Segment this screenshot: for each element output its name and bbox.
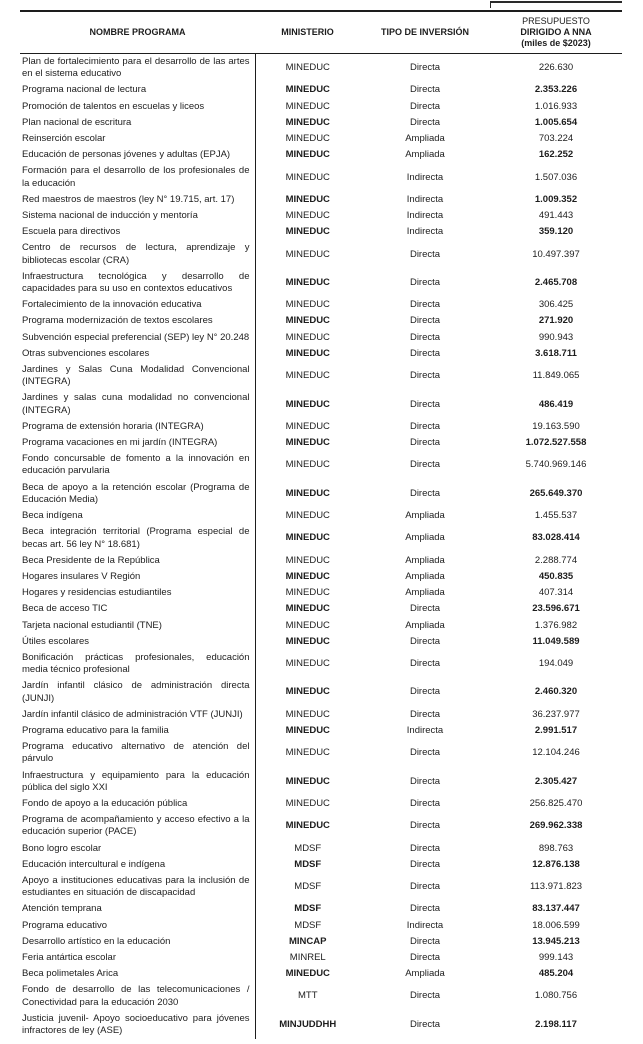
table-row [20,585,622,601]
table-row [20,224,622,240]
table-row [20,313,622,329]
investment-type-cell: Directa [409,842,441,854]
table-row [20,346,622,362]
program-name-cell: Otras subvenciones escolares [20,346,255,362]
investment-type-cell: Directa [409,935,441,947]
ministry-cell: MTT [297,990,318,1002]
table-row [20,240,622,268]
cutoff-table-border-fragment [490,1,622,3]
budget-amount-cell: 1.507.036 [534,171,578,183]
table-row [20,508,622,524]
investment-type-cell: Ampliada [405,619,445,631]
table-row [20,330,622,346]
presupuesto-header-line1: PRESUPUESTO [522,16,590,26]
ministry-cell: MINEDUC [285,299,330,311]
investment-type-cell: Directa [409,248,441,260]
ministry-cell: MINEDUC [285,398,330,410]
investment-type-cell: Directa [409,603,441,615]
budget-amount-cell: 359.120 [538,226,574,238]
ministry-cell: MINEDUC [285,331,330,343]
ministry-cell: MDSF [294,881,322,893]
program-name-cell: Programa vacaciones en mi jardín (INTEGRA) [20,435,255,451]
table-row [20,269,622,297]
investment-type-cell: Ampliada [405,554,445,566]
ministry-cell: MINEDUC [285,724,330,736]
ministry-cell: MINEDUC [285,347,330,359]
ministry-cell: MDSF [294,858,322,870]
presupuesto-header-line3: (miles de $2023) [521,38,591,48]
table-row [20,208,622,224]
table-row [20,435,622,451]
program-name-cell: Hogares insulares V Región [20,569,255,585]
investment-type-cell: Ampliada [405,968,445,980]
budget-amount-cell: 1.376.982 [534,619,578,631]
table-row [20,147,622,163]
ministry-cell: MINEDUC [285,587,330,599]
investment-type-cell: Directa [409,820,441,832]
budget-amount-cell: 11.849.065 [532,370,580,382]
budget-amount-cell: 271.920 [538,315,574,327]
budget-amount-cell: 1.072.527.558 [525,437,587,449]
investment-type-cell: Ampliada [405,532,445,544]
table-row [20,297,622,313]
program-name-cell: Beca de acceso TIC [20,601,255,617]
table-row [20,131,622,147]
budget-amount-cell: 12.104.246 [532,747,580,759]
ministry-cell: MINEDUC [285,747,330,759]
program-name-cell: Feria antártica escolar [20,950,255,966]
table-row [20,982,622,1010]
ministry-cell: MINEDUC [285,968,330,980]
program-name-cell: Beca integración territorial (Programa especial de becas art. 56 ley N° 18.681) [20,524,255,552]
program-name-cell: Formación para el desarrollo de los profesionales de la educación [20,163,255,191]
program-name-cell: Hogares y residencias estudiantiles [20,585,255,601]
program-name-cell: Reinserción escolar [20,131,255,147]
ministry-cell: MINEDUC [285,210,330,222]
table-row [20,82,622,98]
program-name-cell: Educación de personas jóvenes y adultas (EPJA) [20,147,255,163]
investment-type-cell: Directa [409,315,441,327]
budget-amount-cell: 486.419 [538,398,574,410]
investment-type-cell: Directa [409,747,441,759]
budget-amount-cell: 898.763 [538,842,574,854]
program-name-cell: Infraestructura tecnológica y desarrollo de capacidades para su uso en contextos educativos [20,269,255,297]
program-name-cell: Programa de extensión horaria (INTEGRA) [20,419,255,435]
investment-type-cell: Indirecta [406,919,444,931]
budget-amount-cell: 999.143 [538,951,574,963]
budget-amount-cell: 256.825.470 [529,797,583,809]
programs-budget-table [20,10,622,1039]
table-row [20,569,622,585]
investment-type-cell: Directa [409,990,441,1002]
table-row [20,918,622,934]
table-row [20,618,622,634]
budget-amount-cell: 2.288.774 [534,554,578,566]
budget-amount-cell: 162.252 [538,149,574,161]
table-row [20,966,622,982]
budget-amount-cell: 19.163.590 [532,420,580,432]
investment-type-cell: Ampliada [405,510,445,522]
ministry-cell: MINREL [289,951,326,963]
budget-amount-cell: 18.006.599 [532,919,580,931]
ministry-cell: MDSF [294,919,322,931]
budget-amount-cell: 407.314 [538,587,574,599]
program-name-cell: Plan nacional de escritura [20,115,255,131]
table-row [20,901,622,917]
program-name-cell: Jardín infantil clásico de administración VTF (JUNJI) [20,707,255,723]
investment-type-cell: Indirecta [406,724,444,736]
program-name-cell: Justicia juvenil- Apoyo socioeducativo para jóvenes infractores de ley (ASE) [20,1011,255,1039]
program-name-cell: Fondo de desarrollo de las telecomunicaciones / Conectividad para la educación 2030 [20,982,255,1010]
ministry-cell: MDSF [294,903,322,915]
budget-amount-cell: 194.049 [538,658,574,670]
program-name-cell: Fortalecimiento de la innovación educativa [20,297,255,313]
investment-type-cell: Directa [409,881,441,893]
header-row [20,11,622,54]
investment-type-cell: Directa [409,708,441,720]
investment-type-cell: Directa [409,420,441,432]
investment-type-cell: Directa [409,276,441,288]
program-name-cell: Promoción de talentos en escuelas y liceos [20,99,255,115]
investment-type-cell: Ampliada [405,149,445,161]
table-row [20,115,622,131]
ministry-cell: MINEDUC [285,820,330,832]
investment-type-cell: Directa [409,487,441,499]
ministry-cell: MINEDUC [285,171,330,183]
table-body [20,54,622,1040]
program-name-cell: Jardines y salas cuna modalidad no convencional (INTEGRA) [20,390,255,418]
table-row [20,163,622,191]
program-name-cell: Atención temprana [20,901,255,917]
ministry-cell: MINEDUC [285,554,330,566]
investment-type-cell: Indirecta [406,193,444,205]
ministry-cell: MINEDUC [285,437,330,449]
budget-amount-cell: 2.198.117 [535,1018,577,1030]
ministry-cell: MINEDUC [285,193,330,205]
table-row [20,739,622,767]
investment-type-cell: Ampliada [405,570,445,582]
ministry-cell: MDSF [294,842,322,854]
table-row [20,812,622,840]
table-row [20,601,622,617]
program-name-cell: Bonificación prácticas profesionales, educación media técnico profesional [20,650,255,678]
budget-amount-cell: 23.596.671 [532,603,580,615]
ministry-cell: MINEDUC [285,149,330,161]
budget-amount-cell: 1.016.933 [534,100,578,112]
program-name-cell: Subvención especial preferencial (SEP) ley N° 20.248 [20,330,255,346]
budget-amount-cell: 1.005.654 [534,116,578,128]
ministry-cell: MINEDUC [285,84,330,96]
budget-amount-cell: 2.305.427 [534,775,578,787]
budget-amount-cell: 10.497.397 [532,248,580,260]
budget-amount-cell: 2.465.708 [534,276,578,288]
investment-type-cell: Directa [409,1018,441,1030]
table-row [20,723,622,739]
ministry-cell: MINEDUC [285,619,330,631]
budget-amount-cell: 485.204 [538,968,574,980]
table-row [20,1011,622,1039]
investment-type-cell: Directa [409,903,441,915]
budget-amount-cell: 226.630 [538,62,574,74]
ministry-cell: MINEDUC [285,62,330,74]
ministry-cell: MINEDUC [285,775,330,787]
investment-type-cell: Directa [409,84,441,96]
program-name-cell: Escuela para directivos [20,224,255,240]
budget-amount-cell: 1.455.537 [534,510,578,522]
program-name-cell: Bono logro escolar [20,841,255,857]
program-name-cell: Educación intercultural e indígena [20,857,255,873]
table-row [20,934,622,950]
ministry-cell: MINEDUC [285,248,330,260]
budget-amount-cell: 83.028.414 [532,532,580,544]
table-row [20,480,622,508]
ministry-cell: MINEDUC [285,532,330,544]
investment-type-cell: Directa [409,797,441,809]
program-name-cell: Infraestructura y equipamiento para la educación pública del siglo XXI [20,768,255,796]
budget-amount-cell: 491.443 [538,210,574,222]
ministry-cell: MINEDUC [285,276,330,288]
table-row [20,678,622,706]
program-name-cell: Tarjeta nacional estudiantil (TNE) [20,618,255,634]
program-name-cell: Fondo de apoyo a la educación pública [20,796,255,812]
program-name-cell: Beca Presidente de la República [20,553,255,569]
program-name-cell: Plan de fortalecimiento para el desarrollo de las artes en el sistema educativo [20,54,255,83]
ministry-cell: MINEDUC [285,510,330,522]
investment-type-cell: Directa [409,299,441,311]
budget-amount-cell: 2.460.320 [534,686,578,698]
ministry-cell: MINEDUC [285,459,330,471]
table-row [20,634,622,650]
investment-type-cell: Directa [409,635,441,647]
ministry-cell: MINEDUC [285,420,330,432]
program-name-cell: Red maestros de maestros (ley N° 19.715, art. 17) [20,192,255,208]
ministry-cell: MINEDUC [285,100,330,112]
table-row [20,857,622,873]
program-name-cell: Beca polimetales Arica [20,966,255,982]
budget-amount-cell: 13.945.213 [532,935,580,947]
program-name-cell: Centro de recursos de lectura, aprendizaje y bibliotecas escolar (CRA) [20,240,255,268]
budget-amount-cell: 265.649.370 [529,487,583,499]
col-header-ministerio: MINISTERIO [255,11,360,54]
investment-type-cell: Directa [409,347,441,359]
table-row [20,950,622,966]
table-row [20,390,622,418]
ministry-cell: MINEDUC [285,635,330,647]
program-name-cell: Programa nacional de lectura [20,82,255,98]
program-name-cell: Programa educativo para la familia [20,723,255,739]
ministry-cell: MINEDUC [285,686,330,698]
budget-amount-cell: 5.740.969.146 [525,459,587,471]
investment-type-cell: Directa [409,951,441,963]
program-name-cell: Fondo concursable de fomento a la innovación en educación parvularia [20,451,255,479]
ministry-cell: MINEDUC [285,708,330,720]
program-name-cell: Apoyo a instituciones educativas para la inclusión de estudiantes en situación de discapacidad [20,873,255,901]
ministry-cell: MINCAP [289,935,327,947]
table-row [20,707,622,723]
table-row [20,553,622,569]
program-name-cell: Programa modernización de textos escolares [20,313,255,329]
investment-type-cell: Directa [409,658,441,670]
table-row [20,841,622,857]
ministry-cell: MINEDUC [285,370,330,382]
budget-amount-cell: 36.237.977 [532,708,580,720]
budget-amount-cell: 269.962.338 [529,820,583,832]
budget-amount-cell: 703.224 [538,133,574,145]
table-row [20,362,622,390]
program-name-cell: Beca de apoyo a la retención escolar (Programa de Educación Media) [20,480,255,508]
investment-type-cell: Directa [409,858,441,870]
ministry-cell: MINEDUC [285,487,330,499]
program-name-cell: Útiles escolares [20,634,255,650]
budget-amount-cell: 113.971.823 [529,881,583,893]
table-row [20,99,622,115]
ministry-cell: MINEDUC [285,603,330,615]
program-name-cell: Programa educativo alternativo de atención del párvulo [20,739,255,767]
budget-amount-cell: 2.353.226 [534,84,578,96]
budget-amount-cell: 2.991.517 [534,724,578,736]
budget-amount-cell: 11.049.589 [532,635,580,647]
table-row [20,54,622,83]
program-name-cell: Desarrollo artístico en la educación [20,934,255,950]
investment-type-cell: Directa [409,437,441,449]
budget-amount-cell: 83.137.447 [532,903,580,915]
budget-amount-cell: 12.876.138 [532,858,580,870]
budget-amount-cell: 990.943 [538,331,574,343]
table-row [20,192,622,208]
table-row [20,524,622,552]
investment-type-cell: Indirecta [406,171,444,183]
program-name-cell: Jardines y Salas Cuna Modalidad Convencional (INTEGRA) [20,362,255,390]
investment-type-cell: Ampliada [405,133,445,145]
investment-type-cell: Directa [409,116,441,128]
investment-type-cell: Directa [409,775,441,787]
budget-amount-cell: 3.618.711 [535,347,577,359]
ministry-cell: MINEDUC [285,658,330,670]
program-name-cell: Jardín infantil clásico de administración directa (JUNJI) [20,678,255,706]
ministry-cell: MINEDUC [285,315,330,327]
ministry-cell: MINEDUC [285,797,330,809]
budget-amount-cell: 450.835 [538,570,574,582]
budget-amount-cell: 1.080.756 [534,990,578,1002]
ministry-cell: MINEDUC [285,570,330,582]
investment-type-cell: Directa [409,398,441,410]
budget-amount-cell: 1.009.352 [534,193,578,205]
table-row [20,451,622,479]
investment-type-cell: Directa [409,686,441,698]
investment-type-cell: Directa [409,331,441,343]
program-name-cell: Programa de acompañamiento y acceso efectivo a la educación superior (PACE) [20,812,255,840]
program-name-cell: Sistema nacional de inducción y mentoría [20,208,255,224]
investment-type-cell: Ampliada [405,587,445,599]
table-row [20,873,622,901]
ministry-cell: MINEDUC [285,226,330,238]
program-name-cell: Programa educativo [20,918,255,934]
investment-type-cell: Directa [409,459,441,471]
col-header-presupuesto [490,11,622,54]
ministry-cell: MINEDUC [285,116,330,128]
table-row [20,419,622,435]
investment-type-cell: Indirecta [406,226,444,238]
table-row [20,796,622,812]
col-header-tipo-inversion: TIPO DE INVERSIÓN [360,11,490,54]
table-row [20,768,622,796]
table-row [20,650,622,678]
investment-type-cell: Directa [409,370,441,382]
investment-type-cell: Indirecta [406,210,444,222]
col-header-nombre-programa: NOMBRE PROGRAMA [20,11,255,54]
ministry-cell: MINEDUC [285,133,330,145]
investment-type-cell: Directa [409,100,441,112]
presupuesto-header-line2: DIRIGIDO A NNA [520,27,592,37]
investment-type-cell: Directa [409,62,441,74]
budget-amount-cell: 306.425 [538,299,574,311]
program-name-cell: Beca indígena [20,508,255,524]
ministry-cell: MINJUDDHH [279,1018,337,1030]
